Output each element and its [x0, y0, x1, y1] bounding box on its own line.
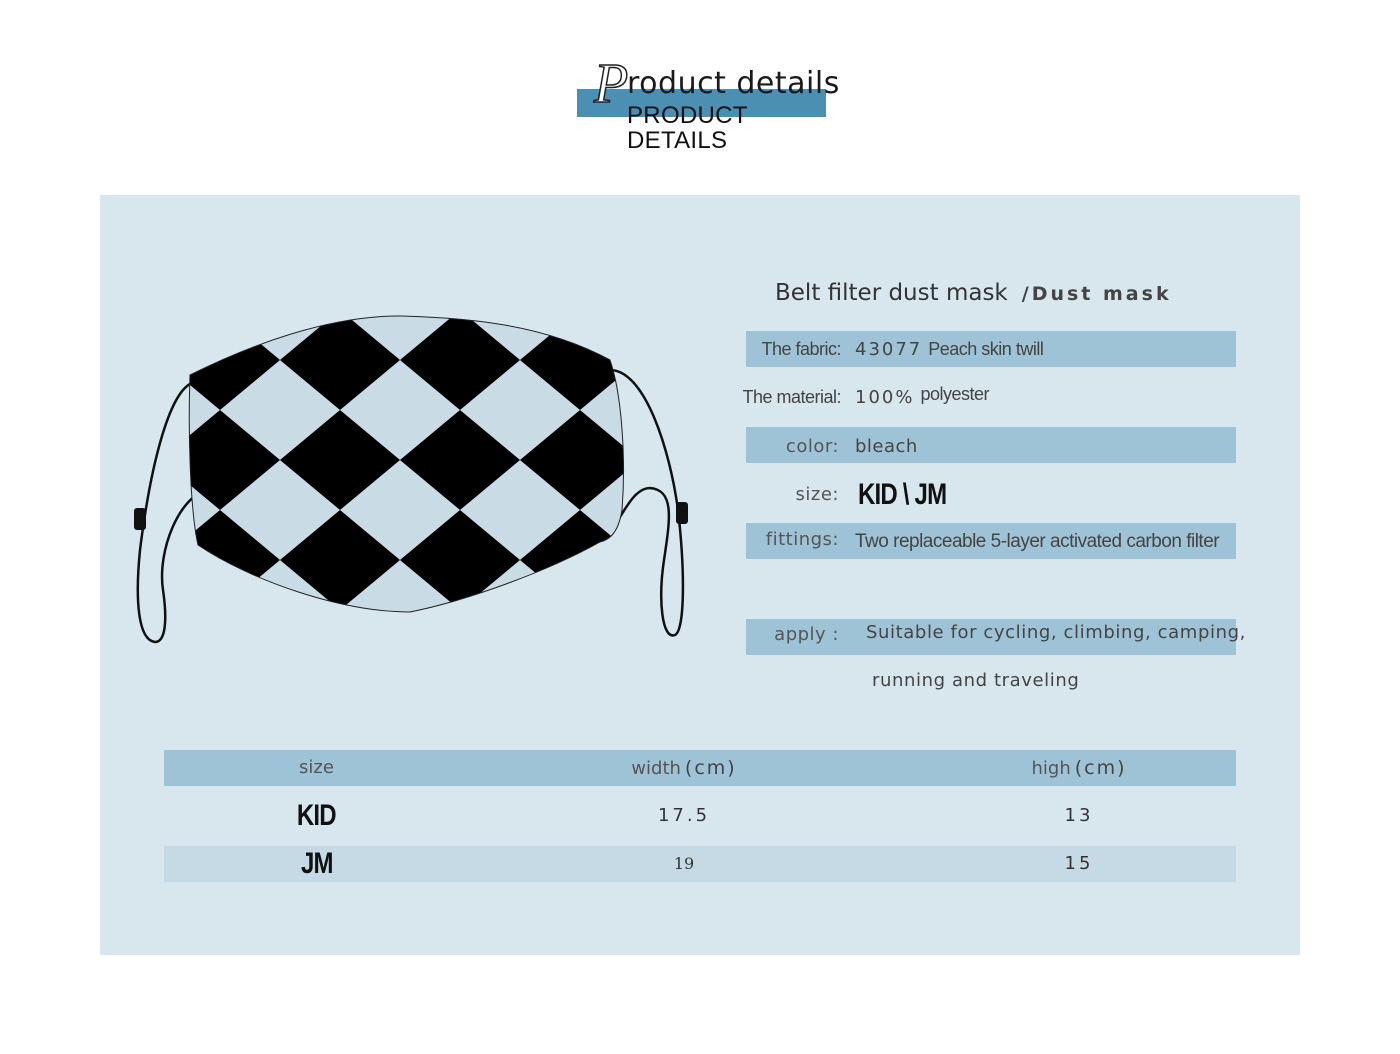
fabric-text: Peach skin twill	[928, 339, 1044, 359]
product-title	[775, 280, 1172, 306]
width-cell: 19	[673, 854, 695, 873]
product-title-alt: /Dust mask	[1021, 283, 1172, 305]
size-cell	[164, 846, 469, 882]
product-title-main: Belt filter dust mask	[775, 280, 1008, 306]
high-cell: 13	[1064, 805, 1094, 826]
header-high	[884, 750, 1274, 786]
header-width-label: width	[631, 758, 681, 779]
fittings-value: Two replaceable 5-layer activated carbon filter	[855, 531, 1220, 552]
fabric-value	[855, 339, 1043, 360]
size-table-header	[164, 750, 1236, 786]
width-cell: 17.5	[657, 805, 711, 826]
fittings-label: fittings:	[765, 529, 839, 550]
apply-label: apply :	[774, 624, 839, 645]
table-row	[164, 798, 1236, 834]
header-width	[494, 750, 874, 786]
checkered-face-mask-icon	[130, 310, 710, 650]
size-label: size:	[795, 484, 839, 505]
header-high-unit: (cm)	[1074, 757, 1127, 779]
material-label: The material:	[742, 387, 841, 407]
size-cell-text: KID	[297, 799, 336, 832]
fabric-label: The fabric:	[761, 339, 841, 359]
high-cell: 15	[1064, 853, 1094, 874]
color-label: color:	[785, 436, 839, 457]
material-value	[855, 384, 990, 408]
header-title: roduct details	[627, 66, 840, 101]
color-value: bleach	[855, 436, 918, 457]
apply-value-line1: Suitable for cycling, climbing, camping,	[866, 622, 1246, 643]
table-row	[164, 846, 1236, 882]
size-cell	[164, 798, 469, 834]
size-cell-text: JM	[300, 847, 333, 880]
header-subtitle: PRODUCT DETAILS	[627, 102, 748, 154]
fabric-number: 43077	[855, 339, 923, 360]
header-size: size	[299, 757, 334, 778]
apply-value-line2: running and traveling	[872, 670, 1080, 691]
product-image	[130, 310, 710, 650]
material-text: polyester	[920, 384, 990, 404]
header-title-initial: P	[594, 53, 629, 115]
header-width-unit: (cm)	[684, 757, 737, 779]
size-value: KID \ JM	[858, 478, 947, 511]
header-high-label: high	[1031, 758, 1071, 779]
material-number: 100%	[855, 387, 915, 408]
